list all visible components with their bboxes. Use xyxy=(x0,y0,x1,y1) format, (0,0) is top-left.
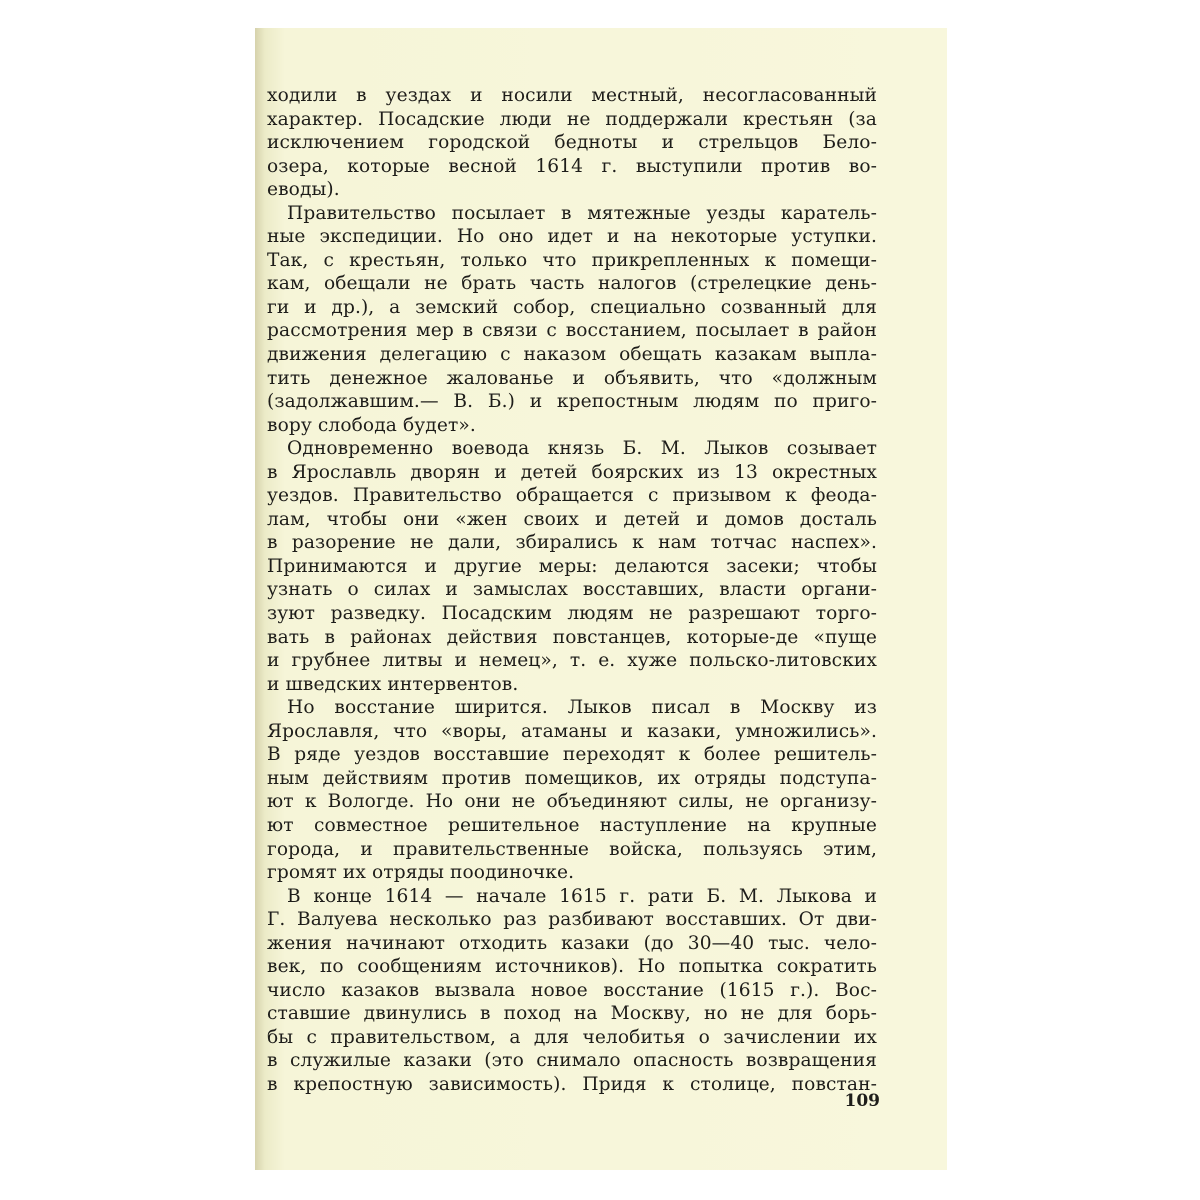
text-line: в крепостную зависимость). Придя к столице, повстан- xyxy=(267,1073,877,1095)
text-line: в Ярославль дворян и детей боярских из 13 окрестных xyxy=(267,461,877,483)
text-line: ют к Вологде. Но они не объединяют силы, не организу- xyxy=(267,791,877,813)
text-line: ходили в уездах и носили местный, несогласованный xyxy=(267,85,877,106)
text-line: характер. Посадские люди не поддержали крестьян (за xyxy=(267,108,877,130)
text-line: лам, чтобы они «жен своих и детей и домов досталь xyxy=(267,508,877,530)
text-line: зуют разведку. Посадским людям не разрешают торго- xyxy=(267,603,877,625)
text-line: ные экспедиции. Но оно идет и на некоторые уступки. xyxy=(267,226,877,248)
paragraph-first-line: Но восстание ширится. Лыков писал в Москву из xyxy=(287,697,877,719)
text-line: вору слобода будет». xyxy=(267,414,476,436)
text-line: В ряде уездов восставшие переходят к более решитель- xyxy=(267,744,877,766)
text-line: Г. Валуева несколько раз разбивают восставших. От дви- xyxy=(267,909,877,931)
text-line: еводы). xyxy=(267,179,340,201)
text-line: ным действиям против помещиков, их отряды подступа- xyxy=(267,767,877,789)
book-page xyxy=(255,28,947,1170)
text-line: тить денежное жалованье и объявить, что «должным xyxy=(267,367,877,389)
text-line: в разорение не дали, збирались к нам тотчас наспех». xyxy=(267,532,877,554)
text-line: Так, с крестьян, только что прикрепленных к помещи- xyxy=(267,249,877,271)
paragraph-first-line: В конце 1614 — начале 1615 г. рати Б. М. Лыкова и xyxy=(287,885,877,907)
text-line: движения делегацию с наказом обещать казакам выпла- xyxy=(267,344,877,366)
text-line: ги и др.), а земский собор, специально созванный для xyxy=(267,296,877,318)
text-line: узнать о силах и замыслах восставших, власти органи- xyxy=(267,579,877,601)
text-line: в служилые казаки (это снимало опасность возвращения xyxy=(267,1050,877,1072)
paragraph-first-line: Правительство посылает в мятежные уезды каратель- xyxy=(287,202,877,224)
text-line: число казаков вызвала новое восстание (1615 г.). Вос- xyxy=(267,979,877,1001)
body-text xyxy=(267,84,877,1097)
text-line: ставшие двинулись в поход на Москву, но не для борь- xyxy=(267,1003,877,1025)
page-number: 109 xyxy=(844,1091,880,1111)
text-line: бы с правительством, а для челобитья о зачислении их xyxy=(267,1026,877,1048)
text-line: и грубнее литвы и немец», т. е. хуже польско-литовских xyxy=(267,650,877,672)
text-line: ют совместное решительное наступление на крупные xyxy=(267,814,877,836)
text-line: и шведских интервентов. xyxy=(267,673,519,695)
text-line: кам, обещали не брать часть налогов (стрелецкие день- xyxy=(267,273,877,295)
text-line: исключением городской бедноты и стрельцов Бело- xyxy=(267,132,877,154)
text-line: вать в районах действия повстанцев, которые-де «пуще xyxy=(267,626,877,648)
text-line: рассмотрения мер в связи с восстанием, посылает в район xyxy=(267,320,877,342)
paragraph-first-line: Одновременно воевода князь Б. М. Лыков созывает xyxy=(287,438,877,460)
text-line: жения начинают отходить казаки (до 30—40 тыс. чело- xyxy=(267,932,877,954)
text-line: громят их отряды поодиночке. xyxy=(267,862,575,884)
text-line: Принимаются и другие меры: делаются засеки; чтобы xyxy=(267,555,877,577)
text-line: Ярославля, что «воры, атаманы и казаки, умножились». xyxy=(267,720,877,742)
text-line: (задолжавшим.— В. Б.) и крепостным людям по приго- xyxy=(267,391,877,413)
text-line: век, по сообщениям источников). Но попытка сократить xyxy=(267,956,877,978)
text-line: озера, которые весной 1614 г. выступили против во- xyxy=(267,155,877,177)
text-line: города, и правительственные войска, пользуясь этим, xyxy=(267,838,877,860)
text-line: уездов. Правительство обращается с призывом к феода- xyxy=(267,485,877,507)
